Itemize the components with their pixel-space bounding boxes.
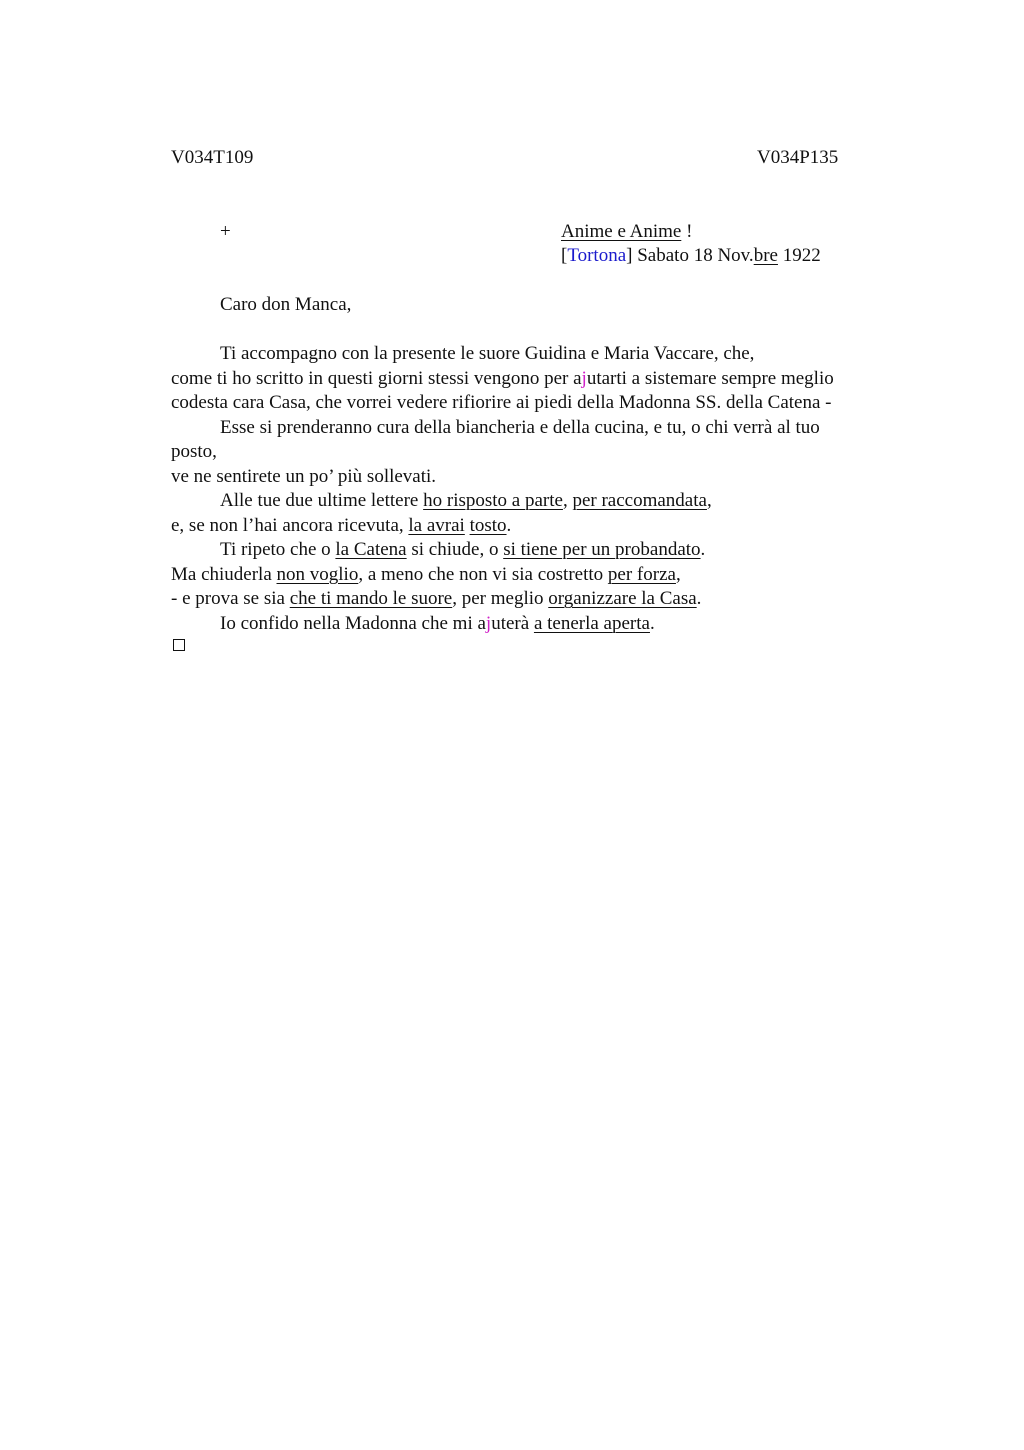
date-year: 1922 (777, 245, 821, 266)
body-line: Alle tue due ultime lettere ho risposto a parte, per raccomandata, (220, 490, 712, 511)
body-line: Ti accompagno con la presente le suore Guidina e Maria Vaccare, che, (220, 343, 755, 364)
body-line: Io confido nella Madonna che mi ajuterà a tenerla aperta. (220, 612, 655, 634)
date-part: Sabato 18 Nov. (632, 245, 754, 266)
salutation: Caro don Manca, (220, 294, 352, 315)
underlined-phrase: per raccomandata (572, 490, 707, 511)
letter-body (171, 342, 901, 636)
body-line: posto, (171, 441, 217, 462)
underlined-phrase: organizzare la Casa (548, 588, 697, 609)
body-line: Ma chiuderla non voglio, a meno che non vi sia costretto per forza, (171, 563, 681, 585)
body-line: Esse si prenderanno cura della biancheria e della cucina, e tu, o chi verrà al tuo (220, 416, 820, 438)
motto-exclamation: ! (681, 221, 693, 242)
underlined-phrase: per forza (607, 563, 676, 585)
cross-mark: + (220, 221, 231, 242)
body-line: ve ne sentirete un po’ più sollevati. (171, 465, 437, 487)
checkbox-icon (173, 639, 185, 651)
place-name: Tortona (567, 245, 627, 266)
motto-text: Anime e Anime (561, 221, 682, 242)
place-date (561, 244, 821, 268)
body-line: e, se non l’hai ancora ricevuta, la avrai tosto. (171, 514, 512, 536)
underlined-phrase: si tiene per un probandato (503, 539, 701, 560)
bracket-open: [ (561, 245, 568, 266)
date-abbreviation: bre (753, 245, 778, 266)
bracket-close: ] (626, 245, 633, 266)
underlined-phrase: la Catena (335, 539, 407, 560)
body-line: Ti ripeto che o la Catena si chiude, o si tiene per un probandato. (220, 539, 706, 560)
underlined-phrase: non voglio (276, 563, 359, 585)
volume-code-left: V034T109 (171, 147, 254, 168)
underlined-phrase: tosto (469, 514, 507, 536)
underlined-phrase: che ti mando le suore (289, 588, 453, 609)
underlined-phrase: la avrai (408, 514, 465, 536)
highlighted-letter: j (581, 367, 587, 389)
underlined-phrase: ho risposto a parte (423, 490, 563, 511)
body-line: codesta cara Casa, che vorrei vedere rifiorire ai piedi della Madonna SS. della Catena - (171, 392, 832, 413)
volume-code-right: V034P135 (757, 147, 839, 168)
body-line: - e prova se sia che ti mando le suore, per meglio organizzare la Casa. (171, 588, 702, 609)
body-line: come ti ho scritto in questi giorni stessi vengono per ajutarti a sistemare sempre meglio (171, 367, 834, 389)
underlined-phrase: a tenerla aperta (533, 612, 650, 634)
highlighted-letter: j (485, 612, 492, 634)
motto (561, 220, 692, 244)
